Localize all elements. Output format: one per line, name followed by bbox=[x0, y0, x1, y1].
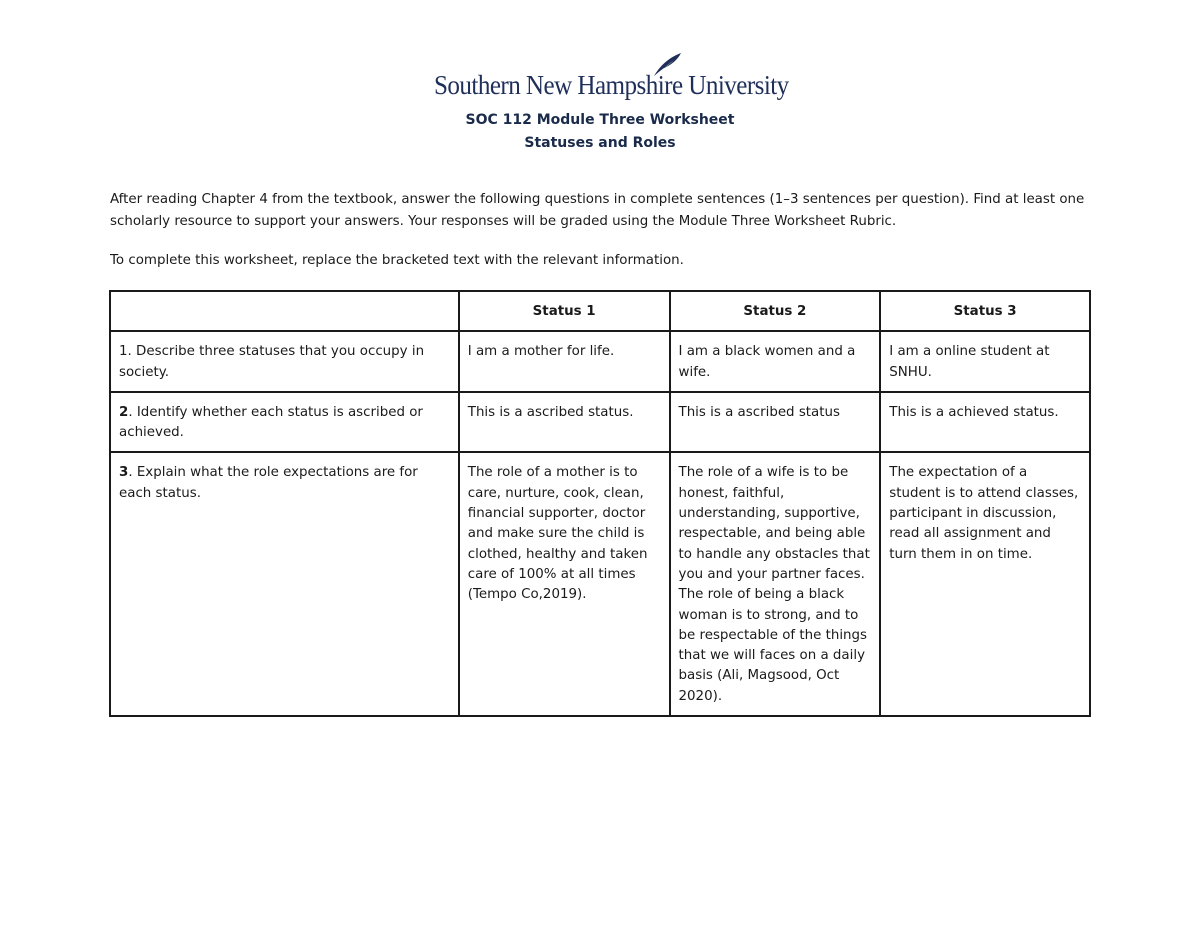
answer-cell[interactable]: This is a achieved status. bbox=[880, 392, 1090, 453]
table-header-row bbox=[110, 291, 1090, 331]
statuses-roles-table bbox=[109, 290, 1091, 717]
feather-icon bbox=[652, 52, 682, 78]
question-number: 1 bbox=[119, 344, 128, 360]
question-text: . Explain what the role expectations are for each status. bbox=[119, 465, 418, 501]
question-number: 2 bbox=[119, 404, 129, 420]
header-status-3: Status 3 bbox=[880, 291, 1090, 331]
table-row bbox=[110, 452, 1090, 716]
answer-cell[interactable]: I am a mother for life. bbox=[459, 331, 670, 392]
header-status-2: Status 2 bbox=[670, 291, 881, 331]
question-cell bbox=[110, 331, 459, 392]
logo-text: Southern New Hampshire University bbox=[434, 70, 789, 100]
answer-cell[interactable]: I am a black women and a wife. bbox=[670, 331, 881, 392]
table-row bbox=[110, 392, 1090, 453]
answer-cell[interactable]: The role of a wife is to be honest, faithful, understanding, supportive, respectable, and being able to handle any obstacles that you and your partner faces. The role of being a black woman is to strong, and to be respectable of the things that we will faces on a daily basis (Ali, Magsood, Oct 2020). bbox=[670, 452, 881, 716]
worksheet-subtitle: Statuses and Roles bbox=[524, 135, 676, 151]
answer-cell[interactable]: The role of a mother is to care, nurture, cook, clean, financial supporter, doctor and make sure the child is clothed, healthy and taken care of 100% at all times (Tempo Co,2019). bbox=[459, 452, 670, 716]
question-cell bbox=[110, 452, 459, 716]
table-row bbox=[110, 331, 1090, 392]
replace-text-instruction: To complete this worksheet, replace the bracketed text with the relevant information. bbox=[110, 253, 684, 268]
university-logo bbox=[434, 52, 789, 104]
answer-cell[interactable]: The expectation of a student is to attend classes, participant in discussion, read all assignment and turn them in on time. bbox=[880, 452, 1090, 716]
question-number: 3 bbox=[119, 465, 129, 481]
instructions-paragraph: After reading Chapter 4 from the textbook, answer the following questions in complete sentences (1–3 sentences per question). Find at least one scholarly resource to support your answers. Your responses will be graded using the Module Three Worksheet Rubric. bbox=[110, 192, 1085, 229]
answer-cell[interactable]: This is a ascribed status. bbox=[459, 392, 670, 453]
question-text: . Identify whether each status is ascribed or achieved. bbox=[119, 404, 423, 441]
answer-cell[interactable]: I am a online student at SNHU. bbox=[880, 331, 1090, 392]
worksheet-title: SOC 112 Module Three Worksheet bbox=[465, 112, 735, 128]
header-status-1: Status 1 bbox=[459, 291, 670, 331]
header-blank bbox=[110, 291, 459, 331]
question-text: . Describe three statuses that you occupy in society. bbox=[119, 344, 425, 380]
question-cell bbox=[110, 392, 459, 453]
answer-cell[interactable]: This is a ascribed status bbox=[670, 392, 881, 453]
